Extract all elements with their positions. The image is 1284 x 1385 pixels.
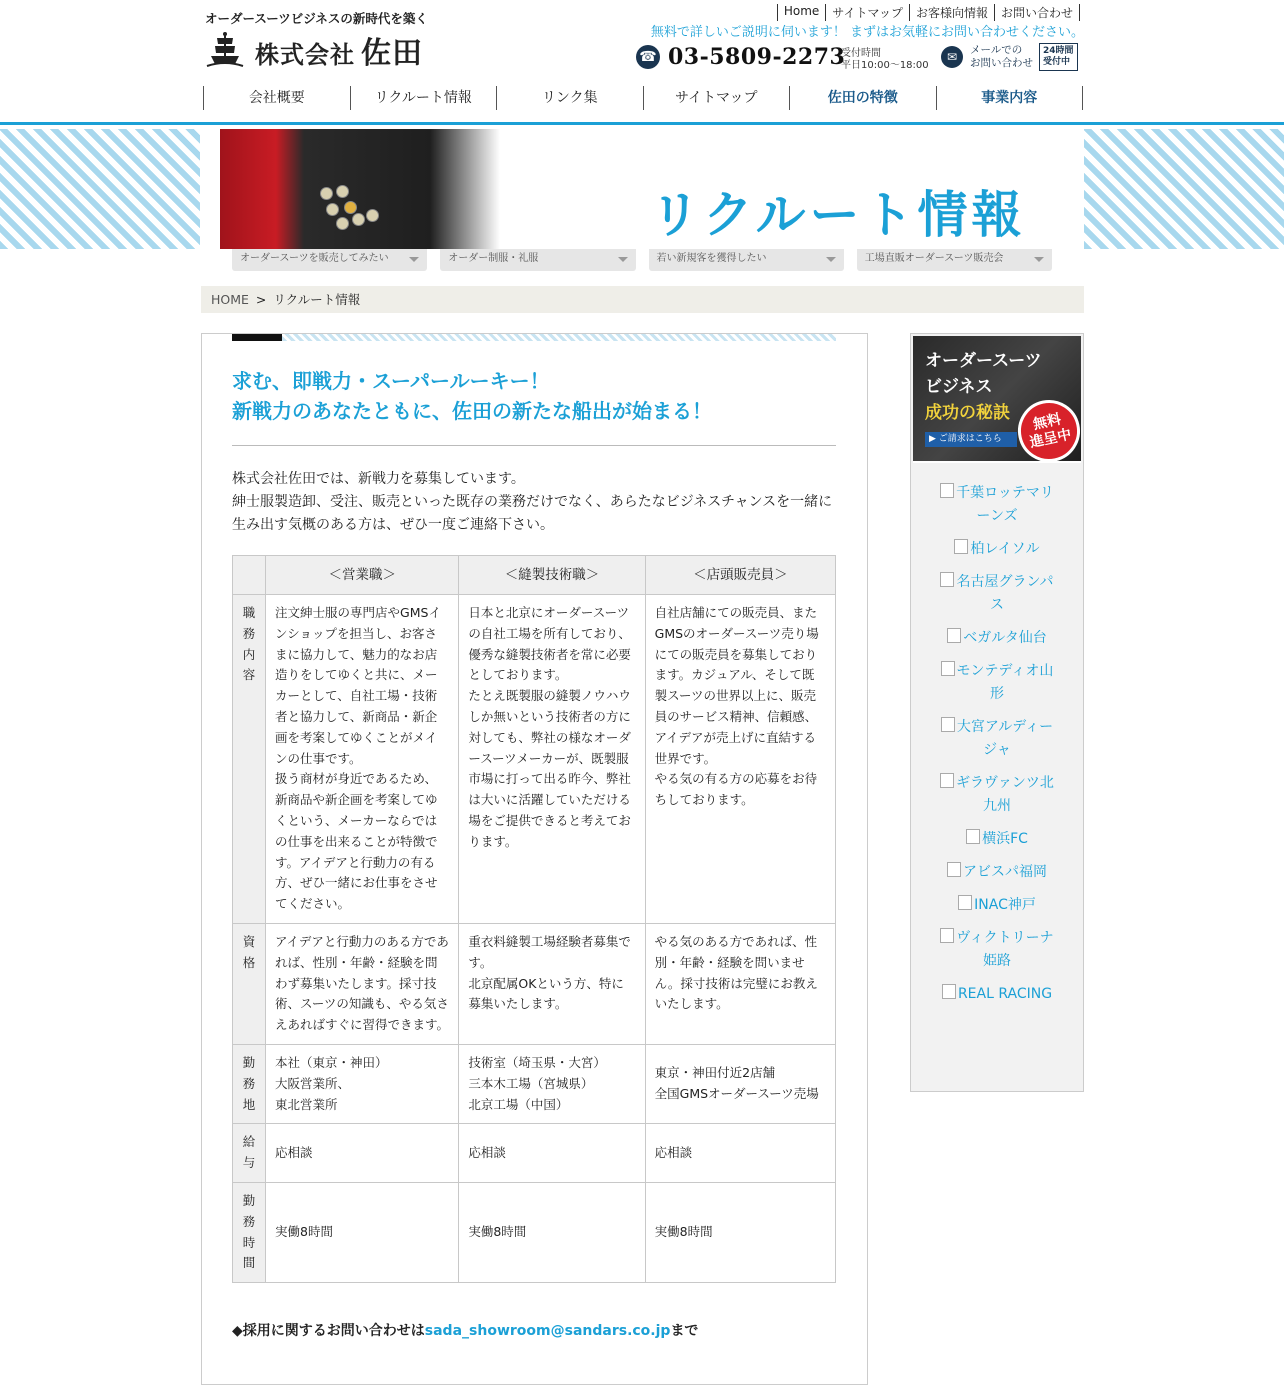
table-cell: やる気のある方であれば、性別・年齢・経験を問いません。採寸技術は完璧にお教えいたします。 [645, 923, 835, 1044]
sponsor-link[interactable]: ギラヴァンツ北九州 [937, 772, 1057, 818]
broken-image-icon [940, 483, 954, 498]
row-header: 資 格 [233, 923, 266, 1044]
mail-icon: ✉ [941, 46, 963, 68]
headline: 求む、即戦力・スーパールーキー！ 新戦力のあなたともに、佐田の新たな船出が始まる！ [232, 369, 712, 423]
row-header: 勤 務 時 間 [233, 1182, 266, 1282]
top-link-contact[interactable]: お問い合わせ [994, 4, 1080, 21]
row-salary [233, 1124, 836, 1183]
top-link-customer-info[interactable]: お客様向情報 [909, 4, 994, 21]
suit-photo [220, 129, 500, 249]
row-header: 勤 務 地 [233, 1044, 266, 1123]
tagline: オーダースーツビジネスの新時代を築く [205, 11, 428, 26]
success-secrets-banner[interactable]: オーダースーツ ビジネス 成功の秘訣 ▶ ご請求はこちら 無料 進呈中 [913, 336, 1081, 463]
row-duties [233, 595, 836, 924]
phone-number: 03-5809-2273 [668, 44, 846, 70]
table-cell: 重衣料縫製工場経験者募集です。 北京配属OKという方、特に募集いたします。 [459, 923, 645, 1044]
invite-text: 無料で詳しいご説明に伺います！ まずはお気軽にお問い合わせください。 [650, 25, 1084, 40]
free-gift-seal: 無料 進呈中 [1012, 394, 1086, 468]
broken-image-icon [958, 895, 972, 910]
table-cell: 実働8時間 [266, 1182, 459, 1282]
main-content [201, 333, 868, 1385]
top-link-home[interactable]: Home [777, 4, 825, 21]
page-title: リクルート情報 [650, 186, 1026, 244]
row-header: 給 与 [233, 1124, 266, 1183]
sponsor-link[interactable]: モンテディオ山形 [937, 660, 1057, 706]
top-link-sitemap[interactable]: サイトマップ [825, 4, 909, 21]
contact-email-link[interactable]: sada_showroom@sandars.co.jp [424, 1323, 671, 1339]
table-cell: 実働8時間 [459, 1182, 645, 1282]
table-cell: 技術室（埼玉県・大宮） 三本木工場（宮城県） 北京工場（中国） [459, 1044, 645, 1123]
subtab-uniforms[interactable]: オーダー制服・礼服 [440, 249, 635, 271]
nav-features[interactable]: 佐田の特徴 [789, 86, 936, 110]
table-cell: 注文紳士服の専門店やGMSインショップを担当し、お客さまに協力して、魅力的なお店造りをしてゆくと共に、メーカーとして、自社工場・技術者と協力して、新商品・新企画を考案してゆくことがメインの仕事です。 扱う商材が身近であるため、新商品や新企画を考案してゆくという、メーカーならではの仕事を出来ることが特徴です。アイデアと行動力の有る方、ぜひ一緒にお仕事をさせてください。 [266, 595, 459, 924]
breadcrumb-current: リクルート情報 [273, 292, 361, 307]
company-name: 株式会社 佐田 [255, 36, 423, 71]
banner-stripes-left [0, 129, 200, 249]
column-header: ＜営業職＞ [266, 556, 459, 595]
table-corner [233, 556, 266, 595]
nav-recruit[interactable]: リクルート情報 [350, 86, 497, 110]
broken-image-icon [941, 717, 955, 732]
row-location [233, 1044, 836, 1123]
mail-contact-link[interactable] [941, 43, 1078, 71]
request-button[interactable]: ▶ ご請求はこちら [925, 432, 1017, 447]
sponsor-link[interactable]: INAC神戸 [937, 894, 1057, 917]
sponsor-link[interactable]: REAL RACING [937, 983, 1057, 1006]
nav-business[interactable]: 事業内容 [936, 86, 1084, 110]
column-header: ＜縫製技術職＞ [459, 556, 645, 595]
table-cell: アイデアと行動力のある方であれば、性別・年齢・経験を問わず募集いたします。採寸技術、スーツの知識も、やる気さえあればすぐに習得できます。 [266, 923, 459, 1044]
chevron-down-icon [826, 257, 836, 262]
table-cell: 東京・神田付近2店舗 全国GMSオーダースーツ売場 [645, 1044, 835, 1123]
table-cell: 自社店舗にての販売員、またGMSのオーダースーツ売り場にての販売員を募集しております。カジュアル、そして既製スーツの世界以上に、販売員のサービス精神、信頼感、アイデアが売上げに直結する世界です。 やる気の有る方の応募をお待ちしております。 [645, 595, 835, 924]
ship-logo-icon [205, 30, 245, 70]
sponsor-link[interactable]: ベガルタ仙台 [937, 627, 1057, 650]
subtab-factory-sales[interactable]: 工場直販オーダースーツ販売会 [857, 249, 1052, 271]
subtab-sell-order-suits[interactable]: オーダースーツを販売してみたい [232, 249, 427, 271]
sponsor-link[interactable]: 柏レイソル [937, 538, 1057, 561]
broken-image-icon [954, 539, 968, 554]
mail-label: メールでの お問い合わせ [970, 44, 1033, 69]
sponsor-link[interactable]: 名古屋グランパス [937, 571, 1057, 617]
sponsor-link[interactable]: 横浜FC [937, 828, 1057, 851]
broken-image-icon [940, 928, 954, 943]
site-header [201, 0, 1084, 82]
breadcrumb [201, 286, 1084, 313]
chevron-down-icon [409, 257, 419, 262]
sub-tabs [232, 249, 1052, 271]
chevron-down-icon [618, 257, 628, 262]
broken-image-icon [947, 862, 961, 877]
table-cell: 実働8時間 [645, 1182, 835, 1282]
company-logo[interactable] [205, 30, 423, 70]
broken-image-icon [941, 661, 955, 676]
nav-divider [0, 122, 1284, 125]
jobs-table [232, 555, 836, 1283]
row-hours [233, 1182, 836, 1282]
nav-sitemap[interactable]: サイトマップ [643, 86, 790, 110]
nav-company[interactable]: 会社概要 [203, 86, 350, 110]
table-cell: 応相談 [645, 1124, 835, 1183]
broken-image-icon [966, 829, 980, 844]
subtab-young-customers[interactable]: 若い新規客を獲得したい [649, 249, 844, 271]
sponsor-link[interactable]: 大宮アルディージャ [937, 716, 1057, 762]
24h-badge: 24時間 受付中 [1039, 43, 1078, 71]
row-qualifications [233, 923, 836, 1044]
page-banner [220, 129, 1083, 249]
table-cell: 本社（東京・神田） 大阪営業所、 東北営業所 [266, 1044, 459, 1123]
broken-image-icon [942, 984, 956, 999]
recruit-contact: ◆採用に関するお問い合わせはsada_showroom@sandars.co.jpまで [232, 1323, 699, 1339]
sponsor-list [911, 482, 1083, 1016]
table-cell: 応相談 [459, 1124, 645, 1183]
sponsor-link[interactable]: 千葉ロッテマリーンズ [937, 482, 1057, 528]
business-hours: 受付時間 平日10:00～18:00 [841, 48, 929, 71]
row-header: 職 務 内 容 [233, 595, 266, 924]
broken-image-icon [940, 773, 954, 788]
phone-icon: ☎ [636, 45, 660, 69]
banner-stripes-right [1084, 129, 1284, 249]
sidebar [910, 333, 1084, 1092]
broken-image-icon [947, 628, 961, 643]
breadcrumb-separator: > [255, 292, 267, 307]
sponsor-link[interactable]: アビスパ福岡 [937, 861, 1057, 884]
sponsor-link[interactable]: ヴィクトリーナ姫路 [937, 927, 1057, 973]
table-cell: 応相談 [266, 1124, 459, 1183]
divider [232, 445, 836, 446]
table-header-row [233, 556, 836, 595]
intro-text: 株式会社佐田では、新戦力を募集しています。 紳士服製造卸、受注、販売といった既存の業務だけでなく、あらたなビジネスチャンスを一緒に生み出す気概のある方は、ぜひ一度ご連絡下さい。 [232, 471, 833, 533]
nav-links[interactable]: リンク集 [496, 86, 643, 110]
top-links [777, 4, 1080, 21]
column-header: ＜店頭販売員＞ [645, 556, 835, 595]
section-bar [232, 334, 836, 341]
main-nav [203, 86, 1083, 110]
chevron-down-icon [1034, 257, 1044, 262]
broken-image-icon [940, 572, 954, 587]
breadcrumb-home[interactable]: HOME [211, 292, 249, 307]
table-cell: 日本と北京にオーダースーツの自社工場を所有しており、優秀な縫製技術者を常に必要としております。 たとえ既製服の縫製ノウハウしか無いという技術者の方に対しても、弊社の様なオーダースーツメーカーが、既製服市場に打って出る昨今、弊社は大いに活躍していただける場をご提供できると考えております。 [459, 595, 645, 924]
phone-block[interactable] [636, 44, 845, 70]
